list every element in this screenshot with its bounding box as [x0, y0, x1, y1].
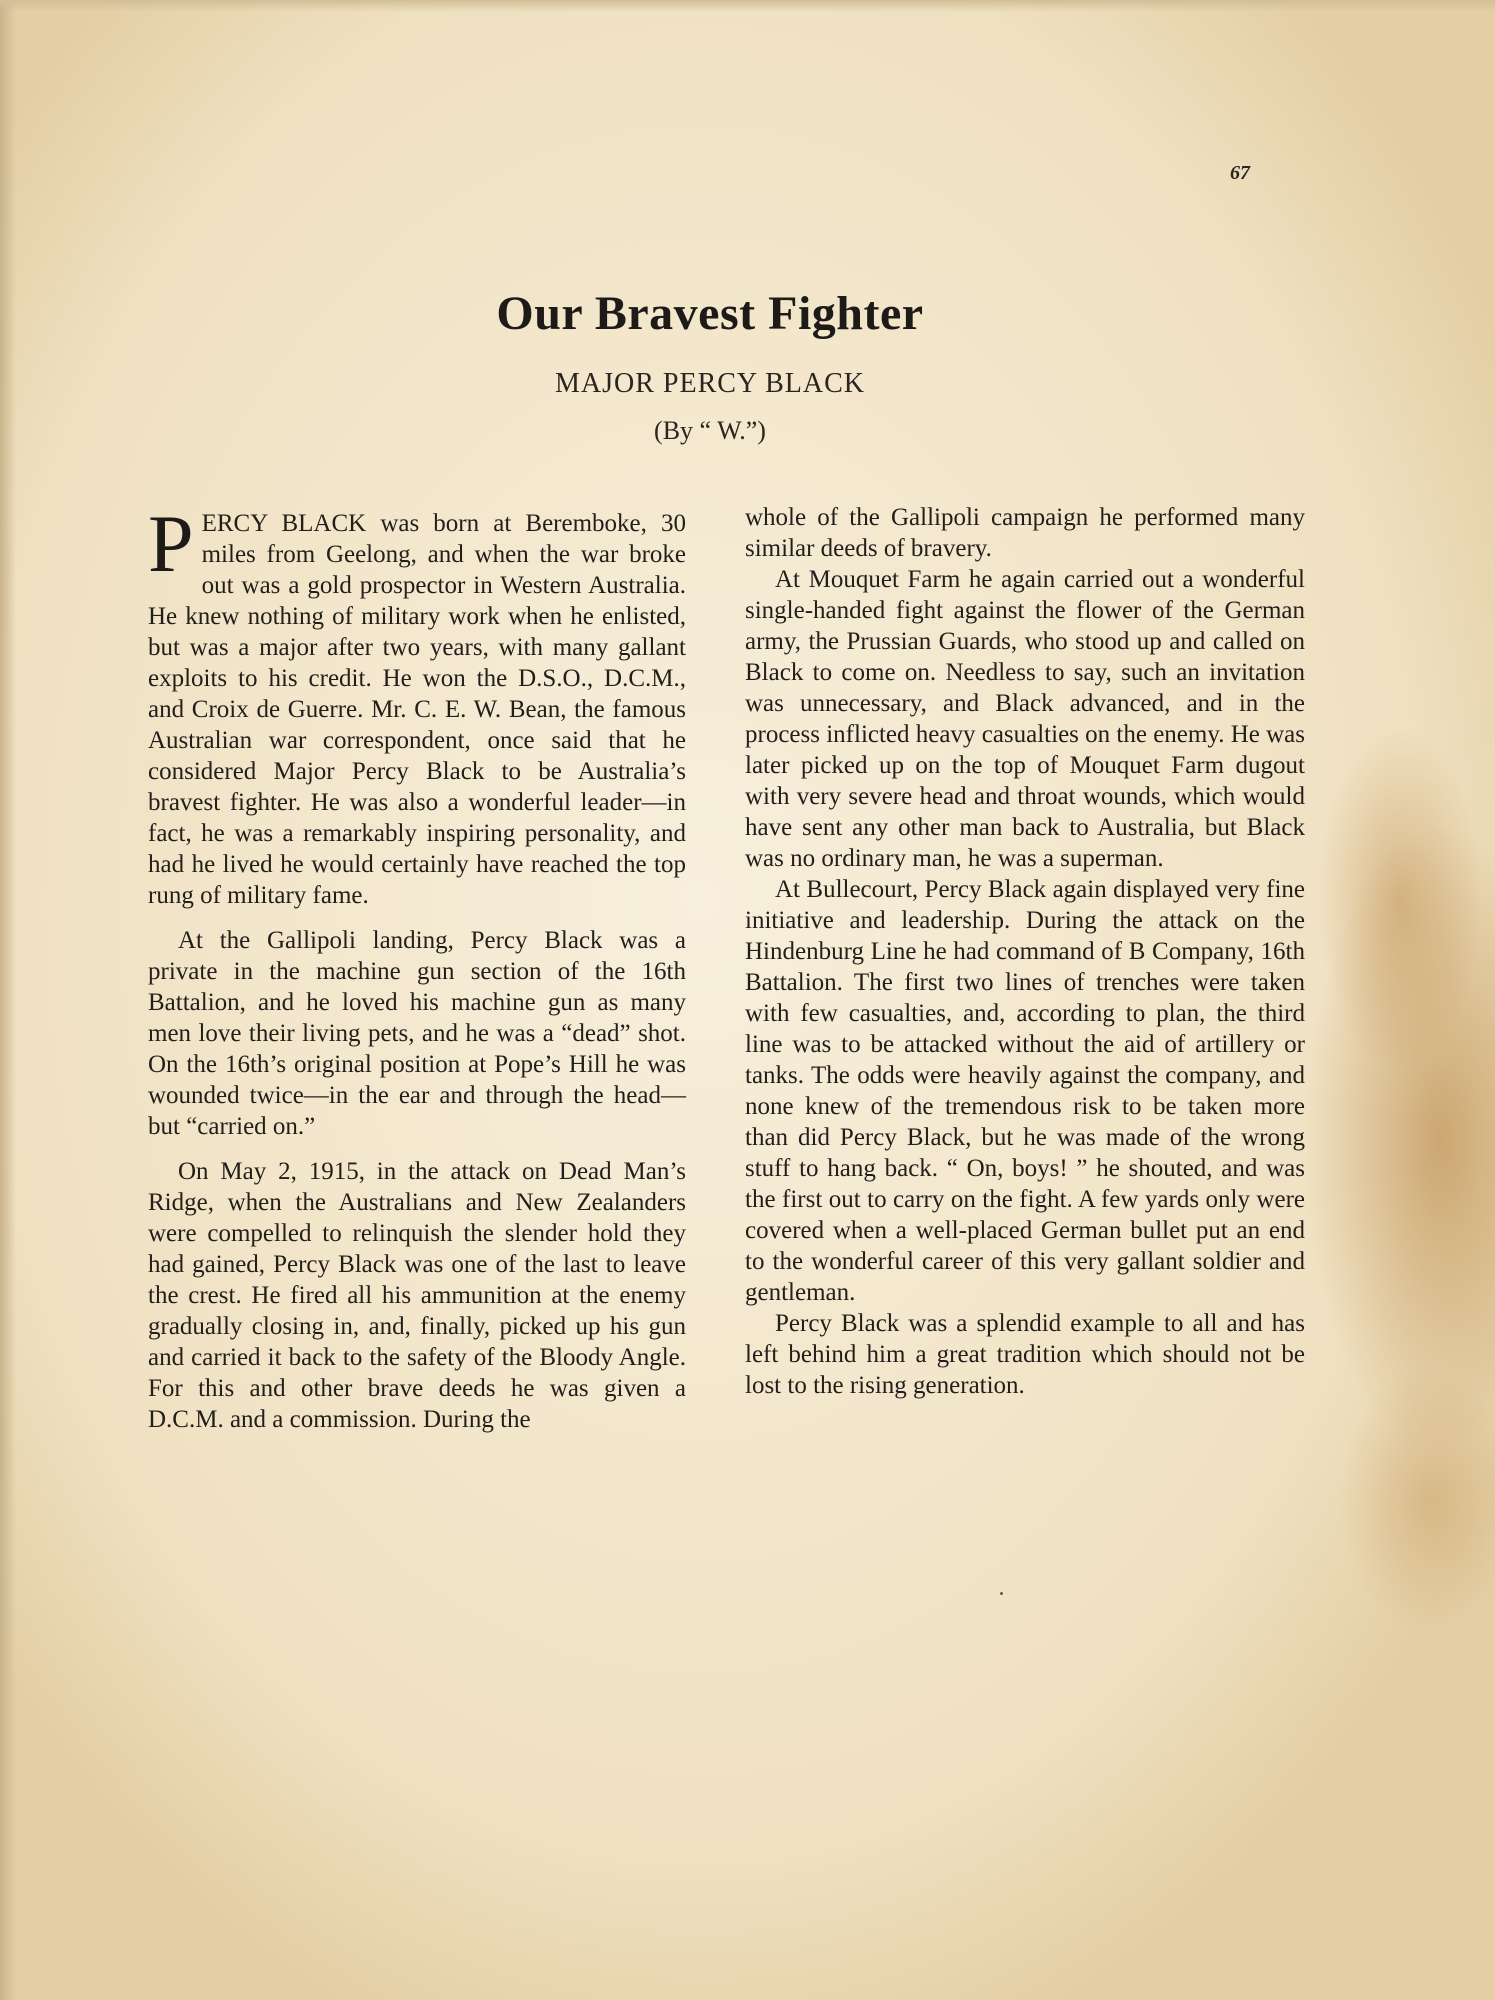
paragraph-bullecourt: At Bullecourt, Percy Black again displayed very fine initiative and leadership. During the attack on the Hindenburg Line he had command of B Company, 16th Battalion. The first two lines of trenches were taken with few casualties, and, according to plan, the third line was to be attacked without the aid of artillery or tanks. The odds were heavily against the company, and none knew of the tremendous risk to be taken more than did Percy Black, but he was made of the wrong stuff to hang back. “ On, boys! ” he shouted, and was the first out to carry on the fight. A few yards only were covered when a well-placed German bullet put an end to the wonderful career of this very gallant soldier and gentleman. — [745, 876, 1305, 1306]
left-column — [148, 498, 686, 1435]
paragraph-dead-mans-ridge: On May 2, 1915, in the attack on Dead Man’s Ridge, when the Australians and New Zealanders were compelled to relinquish the slender hold they had gained, Percy Black was one of the last to leave the crest. He fired all his ammunition at the enemy gradually closing in, and, finally, picked up his gun and carried it back to the safety of the Bloody Angle. For this and other brave deeds he was given a D.C.M. and a commission. During the — [148, 1158, 686, 1433]
article-subtitle: MAJOR PERCY BLACK — [554, 368, 865, 399]
paragraph-gallipoli-landing: At the Gallipoli landing, Percy Black was a private in the machine gun section of the 16th Battalion, and he loved his machine gun as many men love their living pets, and he was a “dead” shot. On the 16th’s original position at Pope’s Hill he was wounded twice—in the ear and through the head—but “carried on.” — [148, 927, 686, 1140]
paragraph-conclusion: Percy Black was a splendid example to all and has left behind him a great tradition which should not be lost to the rising generation. — [745, 1310, 1305, 1399]
lead-words: ERCY BLACK — [201, 510, 367, 537]
paper-edge-top — [0, 0, 1495, 12]
ink-speck — [1000, 1592, 1003, 1595]
article-byline: (By “ W.”) — [654, 416, 766, 445]
paragraph-intro — [148, 498, 686, 911]
page-number: 67 — [1230, 162, 1250, 184]
drop-cap: P — [148, 498, 194, 589]
paragraph-mouquet-farm: At Mouquet Farm he again carried out a wonderful single-handed fight against the flower of the German army, the Prussian Guards, who stood up and called on Black to come on. Needless to say, such an invitation was unnecessary, and Black advanced, and in the process inflicted heavy casualties on the enemy. He was later picked up on the top of Mouquet Farm dugout with very severe head and throat wounds, which would have sent any other man back to Australia, but Black was no ordinary man, he was a superman. — [745, 566, 1305, 872]
right-column — [745, 502, 1305, 1401]
article-title: Our Bravest Fighter — [496, 287, 924, 340]
paragraph-gallipoli-campaign: whole of the Gallipoli campaign he performed many similar deeds of bravery. — [745, 504, 1305, 562]
paragraph-intro-text: was born at Beremboke, 30 miles from Geelong, and when the war broke out was a gold prospector in Western Australia. He knew nothing of military work when he enlisted, but was a major after two years, with many gallant exploits to his credit. He won the D.S.O., D.C.M., and Croix de Guerre. Mr. C. E. W. Bean, the famous Australian war correspondent, once said that he considered Major Percy Black to be Australia’s bravest fighter. He was also a wonderful leader—in fact, he was a remarkably inspiring personality, and had he lived he would certainly have reached the top rung of military fame. — [148, 510, 686, 909]
